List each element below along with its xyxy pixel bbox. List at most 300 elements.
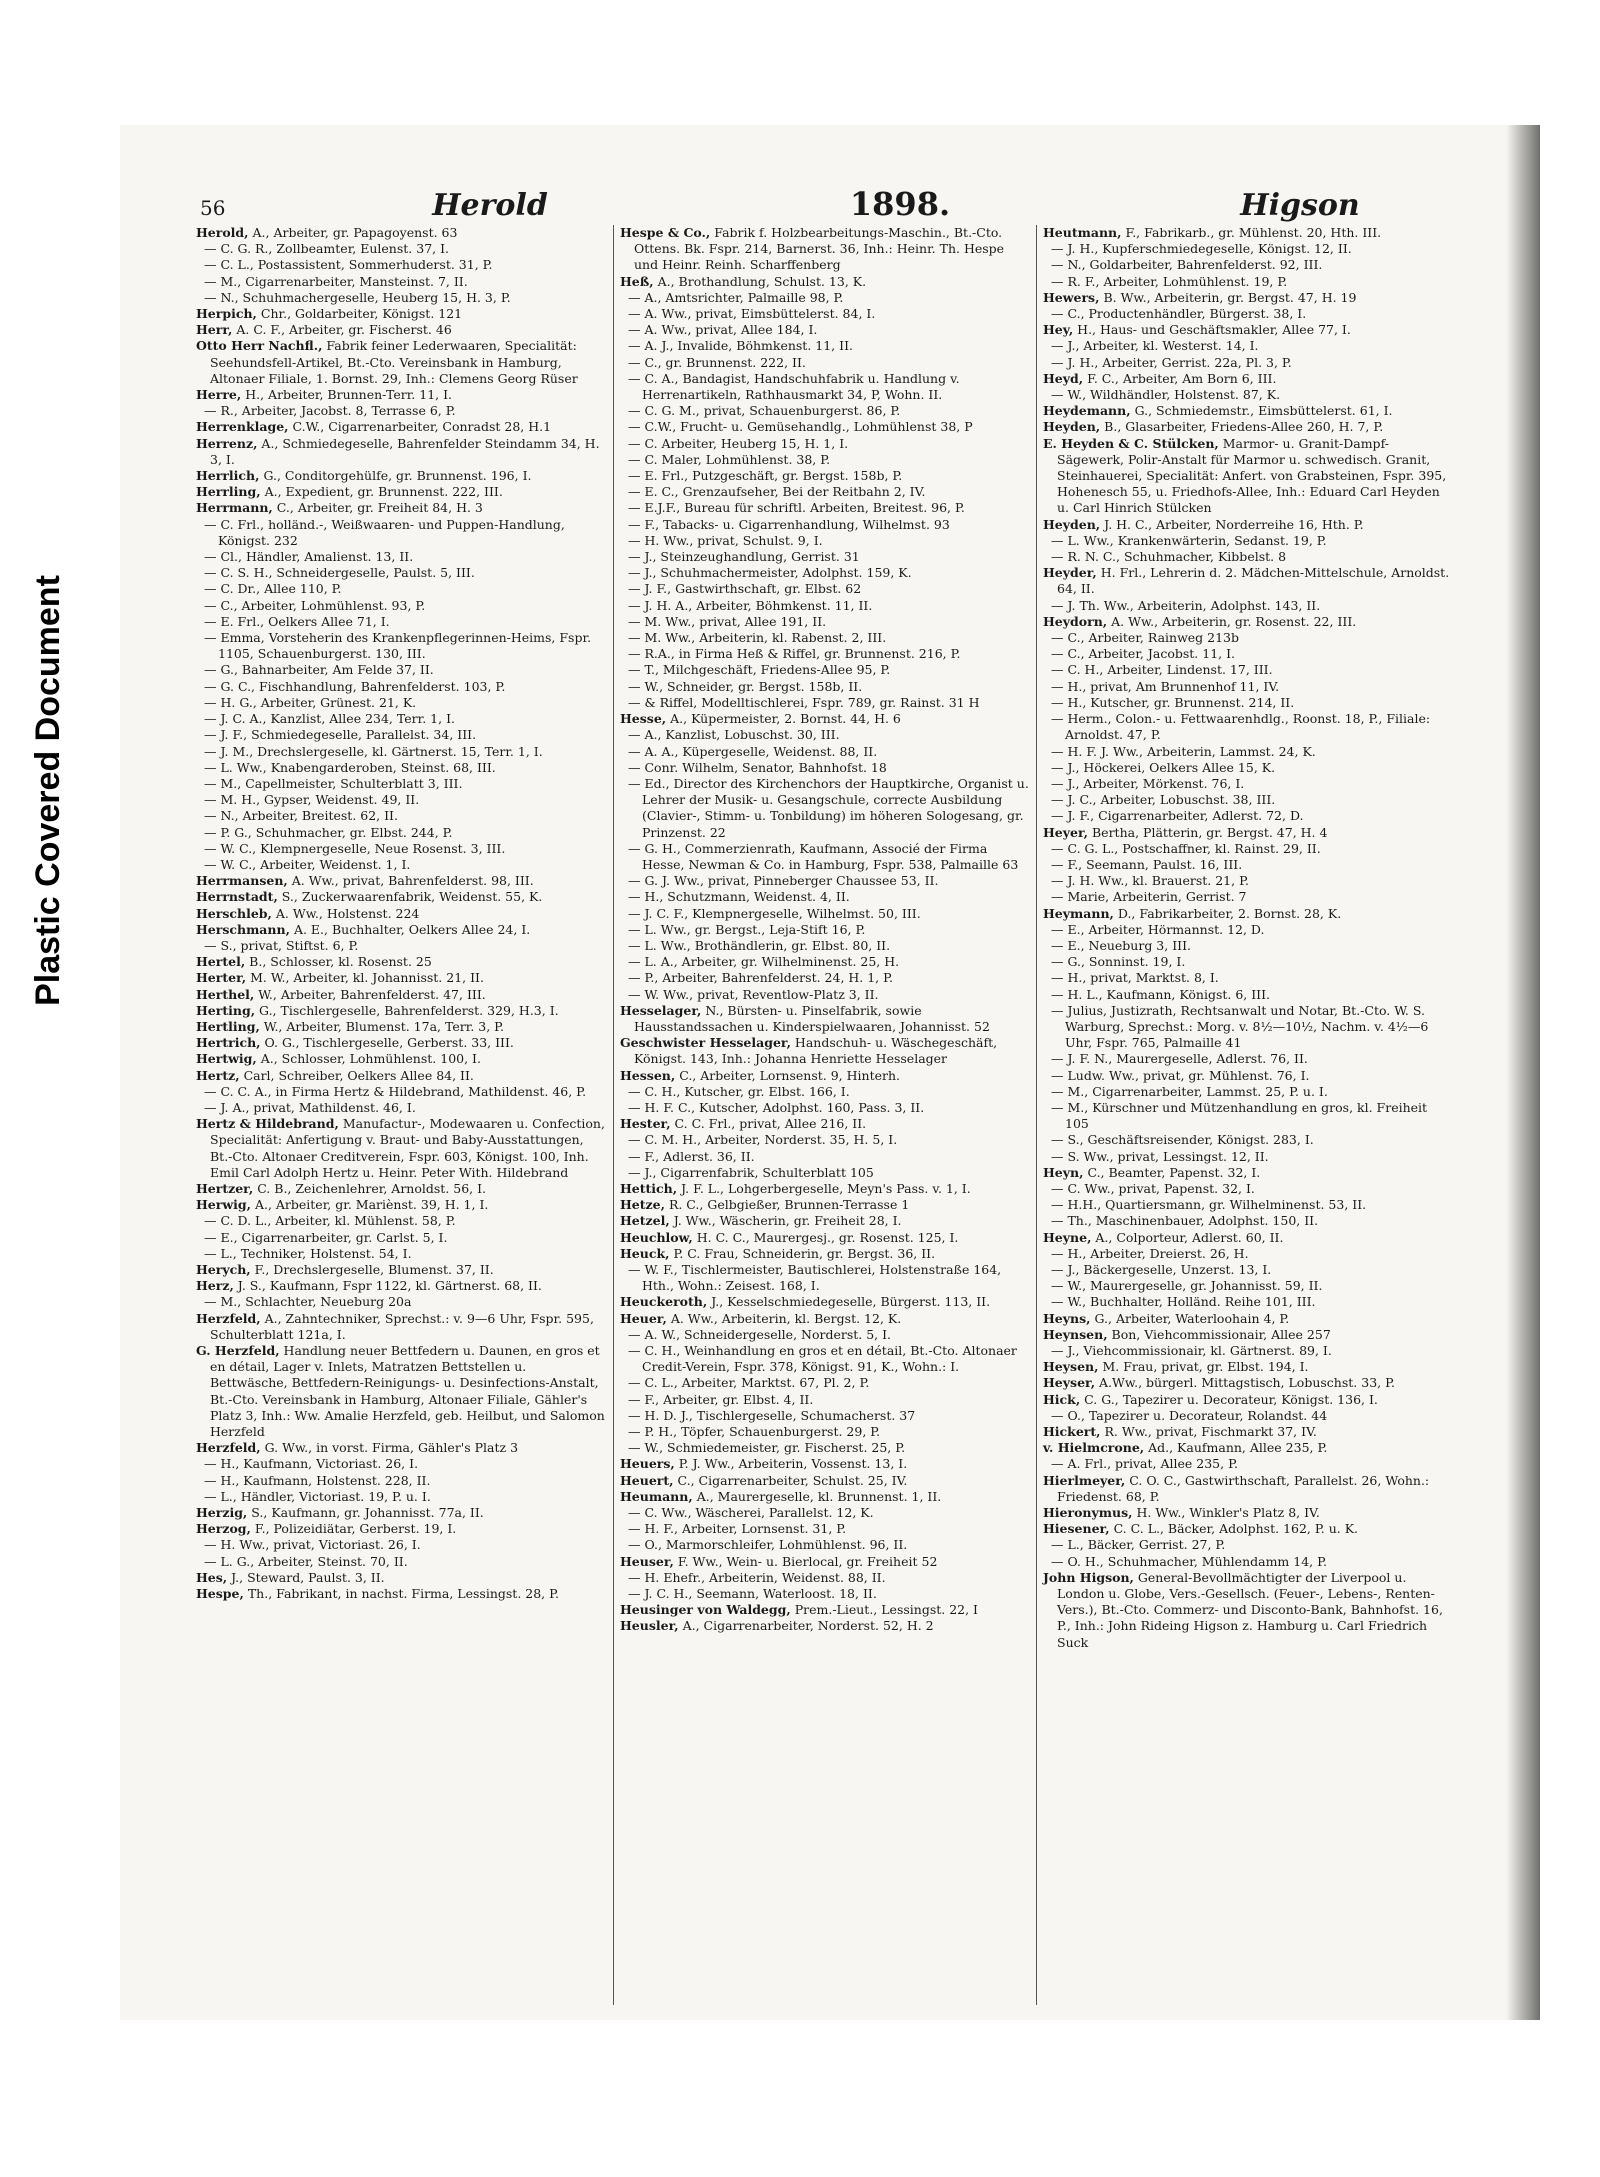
directory-entry — [620, 776, 1030, 841]
directory-entry — [196, 1294, 607, 1310]
directory-entry — [620, 727, 1030, 743]
directory-entry — [1043, 338, 1453, 354]
header-year: 1898. — [849, 185, 951, 223]
entry-name: John Higson, — [1043, 1569, 1134, 1585]
directory-entry — [196, 1003, 607, 1019]
entry-details: — J. F., Cigarrenarbeiter, Adlerst. 72, D. — [1051, 808, 1304, 824]
entry-name: Heuers, — [620, 1456, 675, 1472]
entry-details: A., Arbeiter, gr. Papagoyenst. 63 — [252, 225, 458, 240]
entry-details: A., Schlosser, Lohmühlenst. 100, I. — [260, 1051, 481, 1067]
directory-entry — [196, 468, 607, 484]
entry-details: Handschuh- u. Wäschegeschäft, Königst. 143, Inh.: Johanna Henriette Hesselager — [634, 1035, 998, 1067]
directory-entry — [620, 1246, 1030, 1262]
directory-entry — [196, 1473, 607, 1489]
entry-details: — W. F., Tischlermeister, Bautischlerei, Holstenstraße 164, Hth., Wohn.: Zeisest. 168, I. — [628, 1262, 1002, 1294]
entry-details: — J. C. A., Kanzlist, Allee 234, Terr. 1, I. — [204, 711, 455, 727]
directory-entry — [620, 630, 1030, 646]
entry-details: — H., Arbeiter, Dreierst. 26, H. — [1051, 1245, 1249, 1261]
entry-details: H., Arbeiter, Brunnen-Terr. 11, I. — [245, 387, 453, 403]
entry-details: — M., Cigarrenarbeiter, Lammst. 25, P. u. I. — [1051, 1083, 1328, 1099]
directory-entry — [196, 776, 607, 792]
directory-entry — [620, 1068, 1030, 1084]
directory-entry — [196, 1246, 607, 1262]
directory-entry — [196, 1505, 607, 1521]
directory-entry — [620, 954, 1030, 970]
entry-details: — J. H., Kupferschmiedegeselle, Königst. 12, II. — [1051, 241, 1352, 257]
entry-name: Hertrich, — [196, 1035, 261, 1051]
entry-name: Heyns, — [1043, 1310, 1091, 1326]
directory-entry — [620, 1537, 1030, 1553]
plastic-covered-stamp — [18, 520, 78, 1060]
entry-details: G. Ww., in vorst. Firma, Gähler's Platz 3 — [264, 1440, 519, 1456]
entry-details: — F., Seemann, Paulst. 16, III. — [1051, 856, 1243, 872]
entry-details: — C. Ww., privat, Papenst. 32, I. — [1051, 1180, 1255, 1196]
directory-entry — [1043, 776, 1453, 792]
entry-name: Heyne, — [1043, 1229, 1092, 1245]
entry-details: — F., Arbeiter, gr. Elbst. 4, II. — [628, 1391, 814, 1407]
directory-entry — [1043, 825, 1453, 841]
directory-entry — [1043, 1068, 1453, 1084]
entry-details: S., Kaufmann, gr. Johannisst. 77a, II. — [251, 1505, 484, 1521]
entry-details: — C. C. A., in Firma Hertz & Hildebrand, Mathildenst. 46, P. — [204, 1083, 587, 1099]
directory-entry — [1043, 1521, 1453, 1537]
entry-details: S., Zuckerwaarenfabrik, Weidenst. 55, K. — [281, 889, 543, 905]
entry-details: — J. H., Arbeiter, Gerrist. 22a, Pl. 3, P. — [1051, 354, 1292, 370]
entry-name: Hickert, — [1043, 1424, 1101, 1440]
entry-details: — L. G., Arbeiter, Steinst. 70, II. — [204, 1553, 408, 1569]
entry-details: M. Frau, privat, gr. Elbst. 194, I. — [1102, 1359, 1309, 1375]
directory-entry — [196, 225, 607, 241]
entry-details: — Ed., Director des Kirchenchors der Hauptkirche, Organist u. Lehrer der Musik- u. Gesangschule, correcte Ausbildung (Clavier-, Stimm- u. Tonbildung) im höheren Sologesang, gr. Prinzenst. 22 — [628, 775, 1029, 840]
directory-entry — [196, 1181, 607, 1197]
directory-entry — [1043, 1570, 1453, 1651]
directory-entry — [1043, 889, 1453, 905]
entry-name: Hetzel, — [620, 1213, 670, 1229]
entry-name: Geschwister Hesselager, — [620, 1035, 791, 1051]
directory-entry — [196, 419, 607, 435]
directory-entry — [196, 241, 607, 257]
directory-entry — [1043, 614, 1453, 630]
entry-name: Hespe, — [196, 1586, 244, 1602]
directory-entry — [1043, 533, 1453, 549]
entry-details: — & Riffel, Modelltischlerei, Fspr. 789, gr. Rainst. 31 H — [628, 694, 980, 710]
directory-entry — [1043, 1165, 1453, 1181]
entry-details: — G., Sonninst. 19, I. — [1051, 954, 1186, 970]
directory-entry — [1043, 1375, 1453, 1391]
directory-entry — [1043, 436, 1453, 517]
entry-name: Herz, — [196, 1278, 234, 1294]
entry-details: J. S., Kaufmann, Fspr 1122, kl. Gärtnerst. 68, II. — [237, 1278, 542, 1294]
directory-entry — [1043, 711, 1453, 743]
entry-details: J., Steward, Paulst. 3, II. — [231, 1569, 385, 1585]
entry-details: C. O. C., Gastwirthschaft, Parallelst. 26, Wohn.: Friedenst. 68, P. — [1057, 1472, 1430, 1504]
entry-details: H., Haus- und Geschäftsmakler, Allee 77, I. — [1077, 322, 1351, 338]
directory-entry — [196, 987, 607, 1003]
entry-details: A., Arbeiter, gr. Mariènst. 39, H. 1, I. — [254, 1197, 489, 1213]
entry-details: — J., Arbeiter, Mörkenst. 76, I. — [1051, 775, 1245, 791]
entry-details: R. Ww., privat, Fischmarkt 37, IV. — [1104, 1424, 1317, 1440]
entry-details: H. Frl., Lehrerin d. 2. Mädchen-Mittelschule, Arnoldst. 64, II. — [1057, 565, 1450, 597]
entry-name: Herwig, — [196, 1197, 251, 1213]
entry-details: — L. Ww., gr. Bergst., Leja-Stift 16, P. — [628, 921, 866, 937]
entry-details: — P. H., Töpfer, Schauenburgerst. 29, P. — [628, 1424, 881, 1440]
directory-entry — [620, 1408, 1030, 1424]
entry-details: N., Bürsten- u. Pinselfabrik, sowie Hausstandssachen u. Kinderspielwaaren, Johannisst. 52 — [634, 1002, 990, 1034]
entry-details: — C., Arbeiter, Jacobst. 11, I. — [1051, 646, 1236, 662]
directory-entry — [196, 679, 607, 695]
entry-details: F., Fabrikarb., gr. Mühlenst. 20, Hth. III. — [1125, 225, 1382, 240]
directory-entry — [196, 565, 607, 581]
entry-details: A., Colporteur, Adlerst. 60, II. — [1095, 1229, 1284, 1245]
entry-details: — C. Arbeiter, Heuberg 15, H. 1, I. — [628, 435, 849, 451]
entry-details: — Ludw. Ww., privat, gr. Mühlenst. 76, I. — [1051, 1067, 1310, 1083]
entry-details: — J. C. H., Seemann, Waterloost. 18, II. — [628, 1586, 877, 1602]
directory-entry — [620, 1570, 1030, 1586]
entry-details: F., Polizeidiätar, Gerberst. 19, I. — [254, 1521, 457, 1537]
entry-details: — H., Kaufmann, Victoriast. 26, I. — [204, 1456, 419, 1472]
entry-details: O. G., Tischlergeselle, Gerberst. 33, III. — [264, 1035, 514, 1051]
directory-entry — [196, 614, 607, 630]
entry-details: — J. M., Drechslergeselle, kl. Gärtnerst. 15, Terr. 1, I. — [204, 743, 543, 759]
directory-entry — [620, 711, 1030, 727]
entry-details: — W., Buchhalter, Holländ. Reihe 101, III. — [1051, 1294, 1316, 1310]
entry-details: — H. D. J., Tischlergeselle, Schumacherst. 37 — [628, 1407, 916, 1423]
directory-entry — [1043, 1051, 1453, 1067]
directory-entry — [196, 338, 607, 387]
directory-entry — [1043, 1505, 1453, 1521]
entry-details: — C., Productenhändler, Bürgerst. 38, I. — [1051, 306, 1307, 322]
directory-entry — [620, 1149, 1030, 1165]
directory-entry — [1043, 662, 1453, 678]
entry-name: Herrling, — [196, 484, 261, 500]
directory-entry — [620, 1440, 1030, 1456]
entry-name: Heyser, — [1043, 1375, 1096, 1391]
directory-entry — [620, 1375, 1030, 1391]
directory-entry — [196, 1537, 607, 1553]
directory-entry — [620, 1392, 1030, 1408]
entry-name: Herrmansen, — [196, 873, 288, 889]
entry-details: — C.W., Frucht- u. Gemüsehandlg., Lohmühlenst 38, P — [628, 419, 973, 435]
entry-details: — C. Maler, Lohmühlenst. 38, P. — [628, 451, 831, 467]
entry-details: C. C. Frl., privat, Allee 216, II. — [674, 1116, 867, 1132]
directory-entry — [1043, 841, 1453, 857]
directory-entry — [1043, 1197, 1453, 1213]
entry-details: C., Cigarrenarbeiter, Schulst. 25, IV. — [677, 1472, 908, 1488]
directory-entry — [196, 1213, 607, 1229]
directory-entry — [620, 1035, 1030, 1067]
entry-name: Herrlich, — [196, 468, 260, 484]
entry-details: — R., Arbeiter, Jacobst. 8, Terrasse 6, P. — [204, 403, 456, 419]
entry-name: Hieronymus, — [1043, 1505, 1133, 1521]
entry-details: — H. L., Kaufmann, Königst. 6, III. — [1051, 986, 1271, 1002]
directory-entry — [1043, 1311, 1453, 1327]
directory-entry — [620, 1311, 1030, 1327]
directory-entry — [1043, 857, 1453, 873]
directory-entry — [1043, 1278, 1453, 1294]
entry-details: A. Ww., privat, Bahrenfelderst. 98, III. — [291, 873, 534, 889]
entry-details: — C., gr. Brunnenst. 222, II. — [628, 354, 806, 370]
directory-entry — [620, 679, 1030, 695]
entry-details: — A. A., Küpergeselle, Weidenst. 88, II. — [628, 743, 878, 759]
entry-details: — H., Schutzmann, Weidenst. 4, II. — [628, 889, 850, 905]
directory-entry — [620, 1262, 1030, 1294]
directory-entry — [196, 1230, 607, 1246]
entry-details: C. G., Tapezirer u. Decorateur, Königst. 136, I. — [1084, 1391, 1378, 1407]
entry-name: Heuck, — [620, 1245, 670, 1261]
entry-details: — Emma, Vorsteherin des Krankenpflegerinnen-Heims, Fspr. 1105, Schauenburgerst. 130, III. — [204, 630, 592, 662]
entry-details: — W. Ww., privat, Reventlow-Platz 3, II. — [628, 986, 879, 1002]
entry-details: — C., Arbeiter, Lohmühlenst. 93, P. — [204, 597, 426, 613]
entry-name: Herzog, — [196, 1521, 251, 1537]
page-header — [200, 185, 1600, 227]
entry-details: — J. C. F., Klempnergeselle, Wilhelmst. 50, III. — [628, 905, 921, 921]
directory-entry — [620, 1424, 1030, 1440]
directory-entry — [1043, 387, 1453, 403]
entry-details: A., Küpermeister, 2. Bornst. 44, H. 6 — [670, 711, 901, 727]
entry-details: — J., Höckerei, Oelkers Allee 15, K. — [1051, 759, 1276, 775]
entry-details: A.Ww., bürgerl. Mittagstisch, Lobuschst. 33, P. — [1099, 1375, 1395, 1391]
entry-name: Heyer, — [1043, 824, 1089, 840]
entry-details: — M., Cigarrenarbeiter, Mansteinst. 7, II. — [204, 273, 468, 289]
directory-entry — [1043, 987, 1453, 1003]
directory-entry — [196, 825, 607, 841]
entry-details: — C. Dr., Allee 110, P. — [204, 581, 342, 597]
entry-name: Heyd, — [1043, 370, 1084, 386]
entry-details: — F., Tabacks- u. Cigarrenhandlung, Wilhelmst. 93 — [628, 516, 950, 532]
entry-details: — L. Ww., Brothändlerin, gr. Elbst. 80, II. — [628, 937, 891, 953]
entry-name: Heyden, — [1043, 516, 1101, 532]
entry-details: — Conr. Wilhelm, Senator, Bahnhofst. 18 — [628, 759, 887, 775]
directory-entry — [196, 970, 607, 986]
entry-details: J., Kesselschmiedegeselle, Bürgerst. 113, II. — [711, 1294, 991, 1310]
entry-details: — C. G. L., Postschaffner, kl. Rainst. 29, II. — [1051, 840, 1321, 856]
entry-details: — P., Arbeiter, Bahrenfelderst. 24, H. 1, P. — [628, 970, 893, 986]
entry-details: — C. G. R., Zollbeamter, Eulenst. 37, I. — [204, 241, 450, 257]
entry-details: Ad., Kaufmann, Allee 235, P. — [1148, 1440, 1328, 1456]
directory-entry — [620, 1586, 1030, 1602]
directory-entry — [196, 857, 607, 873]
directory-entry — [196, 792, 607, 808]
directory-entry — [620, 403, 1030, 419]
directory-entry — [620, 274, 1030, 290]
entry-details: — C. A., Bandagist, Handschuhfabrik u. Handlung v. Herrenartikeln, Rathhausmarkt 34, P, Wohn. II. — [628, 370, 960, 403]
directory-entry — [620, 841, 1030, 873]
entry-name: Hetze, — [620, 1197, 665, 1213]
directory-entry — [196, 630, 607, 662]
entry-name: Herre, — [196, 387, 242, 403]
directory-entry — [196, 938, 607, 954]
directory-entry — [1043, 970, 1453, 986]
directory-entry — [620, 938, 1030, 954]
directory-entry — [620, 306, 1030, 322]
entry-details: — E. C., Grenzaufseher, Bei der Reitbahn 2, IV. — [628, 484, 926, 500]
entry-details: — L., Techniker, Holstenst. 54, I. — [204, 1245, 412, 1261]
entry-details: — A. Frl., privat, Allee 235, P. — [1051, 1456, 1238, 1472]
entry-details: F. Ww., Wein- u. Bierlocal, gr. Freiheit 52 — [677, 1553, 938, 1569]
entry-details: — O., Marmorschleifer, Lohmühlenst. 96, II. — [628, 1537, 908, 1553]
directory-entry — [1043, 371, 1453, 387]
entry-details: H. C. C., Maurergesj., gr. Rosenst. 125, I. — [696, 1229, 959, 1245]
directory-entry — [620, 581, 1030, 597]
directory-entry — [1043, 792, 1453, 808]
entry-details: Bertha, Plätterin, gr. Bergst. 47, H. 4 — [1092, 824, 1328, 840]
directory-entry — [620, 1294, 1030, 1310]
entry-details: — A., Amtsrichter, Palmaille 98, P. — [628, 289, 844, 305]
directory-entry — [1043, 355, 1453, 371]
entry-details: Fabrik feiner Lederwaaren, Specialität: Seehundsfell-Artikel, Bt.-Cto. Vereinsbank in Hamburg, Altonaer Filiale, 1. Bornst. 29, Inh.: Clemens Georg Rüser — [210, 338, 578, 386]
entry-name: Herpich, — [196, 306, 257, 322]
entry-details: Th., Fabrikant, in nachst. Firma, Lessingst. 28, P. — [247, 1586, 559, 1602]
directory-entry — [620, 500, 1030, 516]
entry-name: Heyden, — [1043, 419, 1101, 435]
entry-details: — L., Bäcker, Gerrist. 27, P. — [1051, 1537, 1226, 1553]
directory-column-2 — [613, 225, 1036, 2005]
entry-details: Marmor- u. Granit-Dampf-Sägewerk, Polir-Anstalt für Marmor u. schwedisch. Granit, Steinhauerei, Specialität: Anfert. von Grabsteinen, Fspr. 395, Hohenesch 55, u. Friedhofs-Allee, Inh.: Eduard Carl Heyden u. Carl Hinrich Stülcken — [1057, 435, 1447, 516]
directory-entry — [196, 1440, 607, 1456]
entry-details: — J. F., Schmiedegeselle, Parallelst. 34, III. — [204, 727, 477, 743]
entry-details: — S. Ww., privat, Lessingst. 12, II. — [1051, 1148, 1269, 1164]
entry-name: Herrmann, — [196, 500, 273, 516]
directory-entry — [620, 322, 1030, 338]
entry-details: A. E., Buchhalter, Oelkers Allee 24, I. — [293, 921, 531, 937]
directory-entry — [1043, 1149, 1453, 1165]
directory-entry — [196, 1489, 607, 1505]
entry-details: — M., Kürschner und Mützenhandlung en gros, kl. Freiheit 105 — [1051, 1099, 1428, 1132]
directory-entry — [1043, 808, 1453, 824]
directory-entry — [1043, 1100, 1453, 1132]
directory-entry — [1043, 1456, 1453, 1472]
entry-details: — W., Schneider, gr. Bergst. 158b, II. — [628, 678, 863, 694]
entry-details: — J. A., privat, Mathildenst. 46, I. — [204, 1099, 416, 1115]
directory-entry — [196, 1019, 607, 1035]
entry-details: G., Schmiedemstr., Eimsbüttelerst. 61, I. — [1134, 403, 1393, 419]
entry-details: — G., Bahnarbeiter, Am Felde 37, II. — [204, 662, 434, 678]
directory-entry — [1043, 274, 1453, 290]
entry-details: A. Ww., Arbeiterin, kl. Bergst. 12, K. — [670, 1310, 902, 1326]
entry-details: — H. F., Arbeiter, Lornsenst. 31, P. — [628, 1521, 847, 1537]
entry-details: — M. Ww., privat, Allee 191, II. — [628, 613, 827, 629]
entry-details: F., Drechslergeselle, Blumenst. 37, II. — [254, 1262, 494, 1277]
entry-details: J. F. L., Lohgerbergeselle, Meyn's Pass. v. 1, I. — [681, 1180, 971, 1196]
directory-entry — [196, 598, 607, 614]
directory-entry — [1043, 1213, 1453, 1229]
directory-entry — [196, 889, 607, 905]
directory-entry — [620, 646, 1030, 662]
directory-entry — [620, 452, 1030, 468]
entry-details: — G. C., Fischhandlung, Bahrenfelderst. 103, P. — [204, 678, 506, 694]
directory-column-3 — [1036, 225, 1459, 2005]
entry-details: — E., Neueburg 3, III. — [1051, 937, 1191, 953]
entry-details: — W. C., Klempnergeselle, Neue Rosenst. 3, III. — [204, 840, 506, 856]
directory-entry — [620, 987, 1030, 1003]
entry-name: Heumann, — [620, 1488, 693, 1504]
entry-details: B., Glasarbeiter, Friedens-Allee 260, H. 7, P. — [1104, 419, 1384, 435]
entry-name: Herrnstadt, — [196, 889, 278, 905]
entry-details: — W., Wildhändler, Holstenst. 87, K. — [1051, 387, 1281, 403]
directory-entry — [196, 662, 607, 678]
directory-entry — [1043, 241, 1453, 257]
entry-details: — L. Ww., Krankenwärterin, Sedanst. 19, P. — [1051, 532, 1327, 548]
entry-details: C., Arbeiter, Lornsenst. 9, Hinterh. — [679, 1067, 900, 1083]
entry-details: — A. W., Schneidergeselle, Norderst. 5, I. — [628, 1326, 892, 1342]
directory-entry — [196, 1586, 607, 1602]
directory-entry — [1043, 1246, 1453, 1262]
entry-details: — M., Capellmeister, Schulterblatt 3, III. — [204, 775, 463, 791]
entry-details: P. C. Frau, Schneiderin, gr. Bergst. 36, II. — [673, 1245, 936, 1261]
entry-name: Herold, — [196, 225, 249, 240]
directory-entry — [196, 1262, 607, 1278]
entry-name: Herr, — [196, 322, 233, 338]
entry-details: — J., Viehcommissionair, kl. Gärtnerst. 89, I. — [1051, 1343, 1332, 1359]
directory-entry — [620, 517, 1030, 533]
entry-details: — H., privat, Am Brunnenhof 11, IV. — [1051, 678, 1280, 694]
directory-entry — [196, 954, 607, 970]
directory-entry — [196, 517, 607, 549]
directory-entry — [620, 1181, 1030, 1197]
directory-entry — [1043, 1554, 1453, 1570]
directory-entry — [620, 1116, 1030, 1132]
directory-entry — [1043, 1262, 1453, 1278]
entry-details: — C. H., Kutscher, gr. Elbst. 166, I. — [628, 1083, 850, 1099]
entry-name: Heuert, — [620, 1472, 674, 1488]
entry-details: D., Fabrikarbeiter, 2. Bornst. 28, K. — [1117, 905, 1342, 921]
directory-entry — [196, 744, 607, 760]
directory-entry — [1043, 906, 1453, 922]
stamp-text: Plastic Covered Document — [28, 574, 67, 1006]
directory-entry — [620, 436, 1030, 452]
directory-entry — [196, 873, 607, 889]
entry-name: G. Herzfeld, — [196, 1343, 280, 1359]
entry-details: — F., Adlerst. 36, II. — [628, 1148, 755, 1164]
directory-entry — [620, 760, 1030, 776]
directory-entry — [196, 1521, 607, 1537]
entry-details: A. Ww., Arbeiterin, gr. Rosenst. 22, III. — [1111, 613, 1357, 629]
entry-details: C., Beamter, Papenst. 32, I. — [1087, 1164, 1261, 1180]
directory-entry — [620, 1327, 1030, 1343]
directory-entry — [1043, 954, 1453, 970]
directory-entry — [620, 662, 1030, 678]
directory-entry — [1043, 1230, 1453, 1246]
directory-entry — [196, 549, 607, 565]
entry-name: Heynsen, — [1043, 1326, 1108, 1342]
entry-name: Heutmann, — [1043, 225, 1122, 240]
entry-details: — W., Schmiedemeister, gr. Fischerst. 25, P. — [628, 1440, 906, 1456]
directory-entry — [620, 1213, 1030, 1229]
entry-details: — E., Arbeiter, Hörmannst. 12, D. — [1051, 921, 1265, 937]
entry-name: Hesse, — [620, 711, 667, 727]
directory-entry — [1043, 630, 1453, 646]
entry-details: — J., Bäckergeselle, Unzerst. 13, I. — [1051, 1262, 1272, 1277]
entry-details: — Julius, Justizrath, Rechtsanwalt und Notar, Bt.-Cto. W. S. Warburg, Sprechst.: Morg. v. 8½—10½, Nachm. v. 4½—6 Uhr, Fspr. 765, Palmaille 41 — [1051, 1002, 1429, 1051]
entry-details: — C., Arbeiter, Rainweg 213b — [1051, 630, 1240, 646]
directory-entry — [620, 419, 1030, 435]
entry-details: — J. C., Arbeiter, Lobuschst. 38, III. — [1051, 792, 1276, 808]
entry-details: M. W., Arbeiter, kl. Johannisst. 21, II. — [250, 970, 484, 986]
entry-name: Herschmann, — [196, 921, 290, 937]
entry-name: v. Hielmcrone, — [1043, 1440, 1145, 1456]
entry-details: P. J. Ww., Arbeiterin, Vossenst. 13, I. — [678, 1456, 908, 1472]
directory-entry — [620, 1456, 1030, 1472]
directory-entry — [1043, 1408, 1453, 1424]
directory-entry — [620, 225, 1030, 274]
directory-entry — [1043, 1084, 1453, 1100]
entry-details: — N., Schuhmachergeselle, Heuberg 15, H. 3, P. — [204, 289, 511, 305]
directory-entry — [1043, 922, 1453, 938]
entry-details: Carl, Schreiber, Oelkers Allee 84, II. — [243, 1067, 474, 1083]
directory-entry — [1043, 679, 1453, 695]
entry-details: — Marie, Arbeiterin, Gerrist. 7 — [1051, 889, 1247, 905]
entry-details: J. H. C., Arbeiter, Norderreihe 16, Hth. P. — [1104, 516, 1364, 532]
